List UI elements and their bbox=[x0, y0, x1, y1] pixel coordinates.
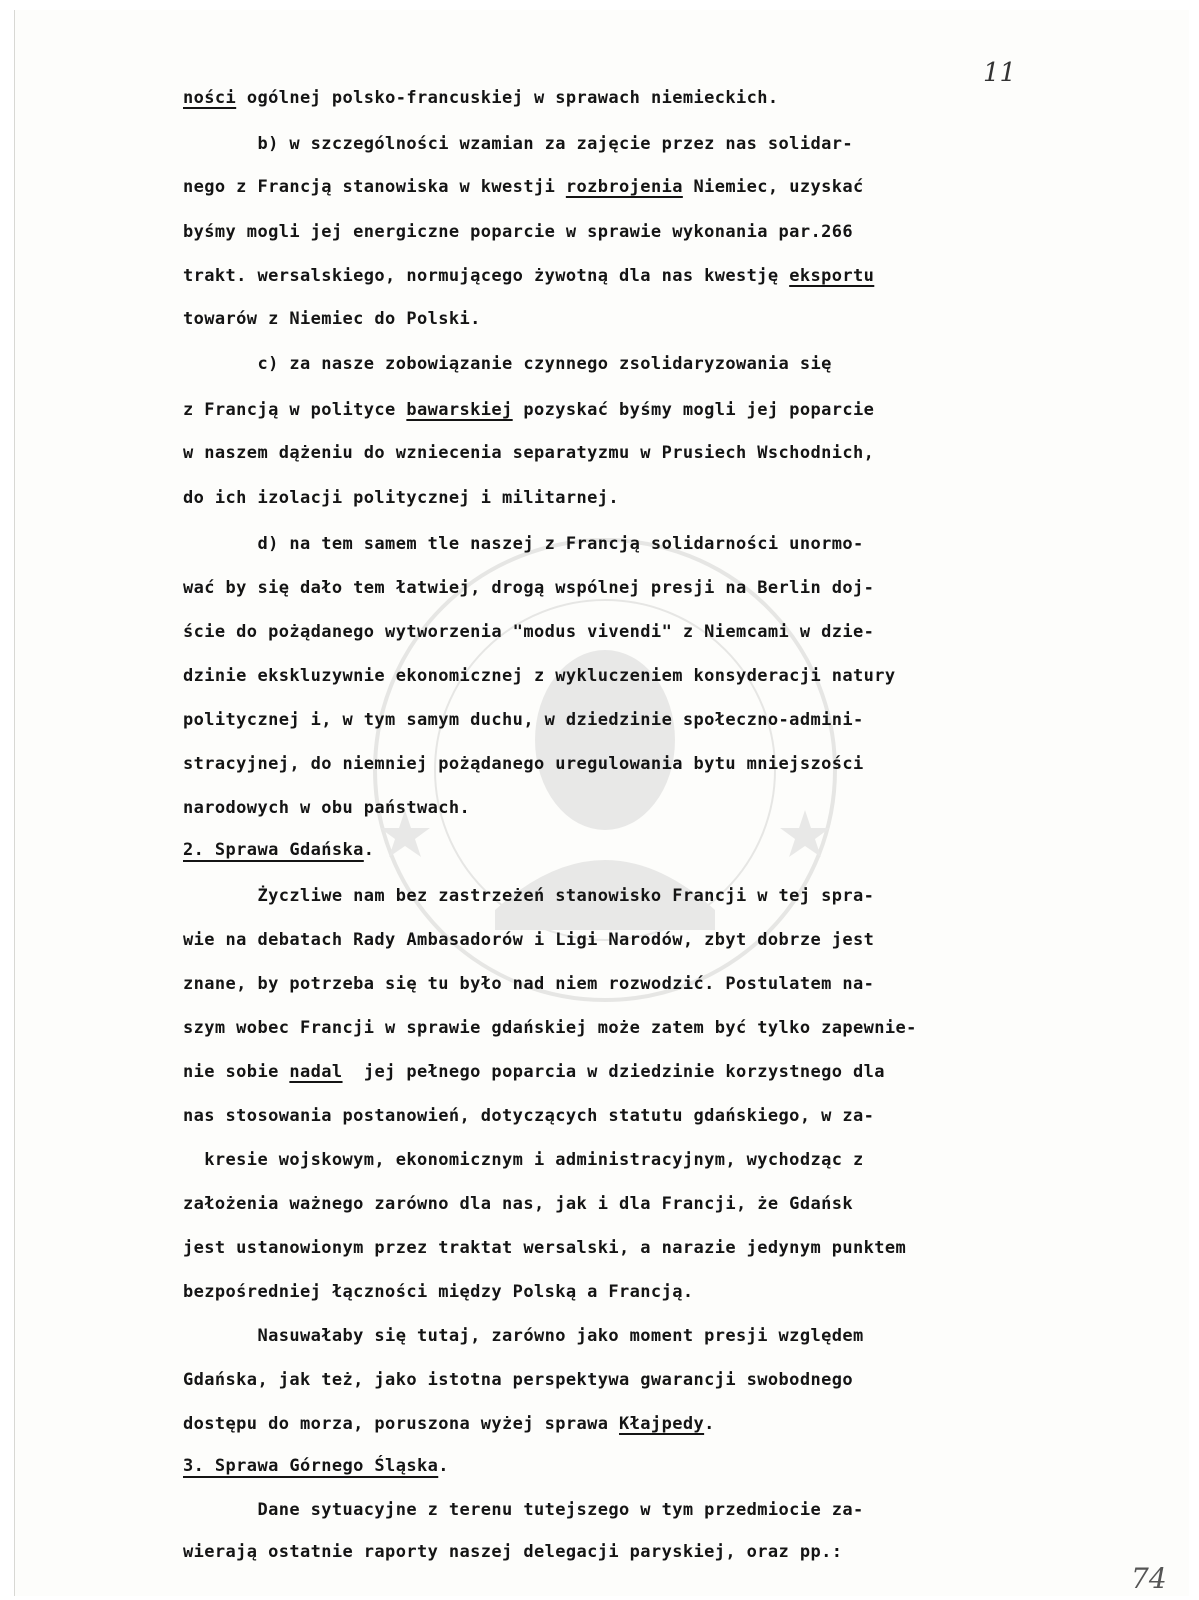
line-text: . bbox=[363, 840, 375, 860]
text-line bbox=[183, 1500, 864, 1520]
line-text: ście do pożądanego wytworzenia "modus vivendi" z Niemcami w dzie- bbox=[183, 622, 875, 642]
section-heading bbox=[183, 840, 374, 860]
line-text: Gdańska, jak też, jako istotna perspektywa gwarancji swobodnego bbox=[183, 1370, 853, 1390]
text-line bbox=[183, 534, 864, 554]
line-text: trakt. wersalskiego, normującego żywotną dla nas kwestję bbox=[183, 266, 790, 286]
text-line bbox=[183, 400, 874, 420]
line-text: jest ustanowionym przez traktat wersalski, a narazie jedynym punktem bbox=[183, 1238, 907, 1258]
text-line bbox=[183, 488, 619, 508]
line-text: pozyskać byśmy mogli jej poparcie bbox=[512, 400, 875, 420]
line-text: założenia ważnego zarówno dla nas, jak i dla Francji, że Gdańsk bbox=[183, 1194, 853, 1214]
document-page bbox=[14, 10, 1189, 1596]
archive-number: 74 bbox=[1131, 1562, 1167, 1595]
underlined-word: eksportu bbox=[789, 266, 875, 286]
text-line bbox=[183, 930, 874, 950]
text-line bbox=[183, 1238, 906, 1258]
line-text: nas stosowania postanowień, dotyczących statutu gdańskiego, w za- bbox=[183, 1106, 875, 1126]
line-text: bezpośredniej łączności między Polską a Francją. bbox=[183, 1282, 694, 1302]
text-line bbox=[183, 1106, 874, 1126]
text-line bbox=[183, 134, 853, 154]
underlined-word: bawarskiej bbox=[406, 400, 513, 420]
line-text: wać by się dało tem łatwiej, drogą wspólnej presji na Berlin doj- bbox=[183, 578, 875, 598]
text-line bbox=[183, 1150, 864, 1170]
line-text: . bbox=[704, 1414, 715, 1434]
text-line bbox=[183, 88, 779, 108]
line-text: ogólnej polsko-francuskiej w sprawach niemieckich. bbox=[236, 88, 779, 108]
underlined-word: nadal bbox=[289, 1062, 343, 1082]
line-text: d) na tem samem tle naszej z Francją solidarności unormo- bbox=[183, 534, 864, 554]
text-line bbox=[183, 354, 832, 374]
section-heading bbox=[183, 1456, 449, 1476]
text-line bbox=[183, 578, 874, 598]
line-text: w naszem dążeniu do wzniecenia separatyzmu w Prusiech Wschodnich, bbox=[183, 443, 875, 463]
text-line bbox=[183, 1542, 842, 1562]
line-text: stracyjnej, do niemniej pożądanego uregulowania bytu mniejszości bbox=[183, 754, 864, 774]
line-text: do ich izolacji politycznej i militarnej. bbox=[183, 488, 620, 508]
underlined-word: Kłajpedy bbox=[619, 1414, 705, 1434]
underlined-word: ności bbox=[183, 88, 237, 108]
line-text: politycznej i, w tym samym duchu, w dziedzinie społeczno-admini- bbox=[183, 710, 864, 730]
text-line bbox=[183, 1062, 885, 1082]
text-line bbox=[183, 1018, 917, 1038]
text-line bbox=[183, 622, 874, 642]
heading-text: 3. Sprawa Górnego Śląska bbox=[183, 1456, 439, 1476]
text-line bbox=[183, 443, 874, 463]
line-text: b) w szczególności wzamian za zajęcie przez nas solidar- bbox=[183, 134, 853, 154]
line-text: znane, by potrzeba się tu było nad niem rozwodzić. Postulatem na- bbox=[183, 974, 875, 994]
line-text: byśmy mogli jej energiczne poparcie w sprawie wykonania par.266 bbox=[183, 222, 853, 242]
line-text: narodowych w obu państwach. bbox=[183, 798, 471, 818]
line-text: z Francją w polityce bbox=[183, 400, 407, 420]
text-line bbox=[183, 1326, 864, 1346]
line-text: szym wobec Francji w sprawie gdańskiej może zatem być tylko zapewnie- bbox=[183, 1018, 917, 1038]
line-text: kresie wojskowym, ekonomicznym i administracyjnym, wychodząc z bbox=[183, 1150, 864, 1170]
text-line bbox=[183, 754, 864, 774]
text-line bbox=[183, 974, 874, 994]
heading-text: 2. Sprawa Gdańska bbox=[183, 840, 364, 860]
text-line bbox=[183, 266, 874, 286]
text-line bbox=[183, 309, 481, 329]
line-text: nie sobie bbox=[183, 1062, 290, 1082]
line-text: dostępu do morza, poruszona wyżej sprawa bbox=[183, 1414, 620, 1434]
text-line bbox=[183, 798, 470, 818]
line-text: Niemiec, uzyskać bbox=[682, 177, 864, 197]
line-text: wierają ostatnie raporty naszej delegacji paryskiej, oraz pp.: bbox=[183, 1542, 843, 1562]
text-line bbox=[183, 177, 864, 197]
line-text: towarów z Niemiec do Polski. bbox=[183, 309, 481, 329]
line-text: Nasuwałaby się tutaj, zarówno jako moment presji względem bbox=[183, 1326, 864, 1346]
text-line bbox=[183, 1194, 853, 1214]
line-text: c) za nasze zobowiązanie czynnego zsolidaryzowania się bbox=[183, 354, 832, 374]
line-text: dzinie ekskluzywnie ekonomicznej z wykluczeniem konsyderacji natury bbox=[183, 666, 896, 686]
text-line bbox=[183, 1282, 693, 1302]
text-line bbox=[183, 1414, 715, 1434]
line-text: Życzliwe nam bez zastrzeżeń stanowisko Francji w tej spra- bbox=[183, 886, 875, 906]
line-text: jej pełnego poparcia w dziedzinie korzystnego dla bbox=[342, 1062, 885, 1082]
line-text: Dane sytuacyjne z terenu tutejszego w tym przedmiocie za- bbox=[183, 1500, 864, 1520]
line-text: nego z Francją stanowiska w kwestji bbox=[183, 177, 566, 197]
line-text: wie na debatach Rady Ambasadorów i Ligi Narodów, zbyt dobrze jest bbox=[183, 930, 875, 950]
underlined-word: rozbrojenia bbox=[565, 177, 683, 197]
text-line bbox=[183, 666, 896, 686]
page-number: 11 bbox=[983, 58, 1017, 88]
text-line bbox=[183, 710, 864, 730]
line-text: . bbox=[438, 1456, 449, 1476]
text-line bbox=[183, 886, 874, 906]
text-line bbox=[183, 1370, 853, 1390]
text-line bbox=[183, 222, 853, 242]
